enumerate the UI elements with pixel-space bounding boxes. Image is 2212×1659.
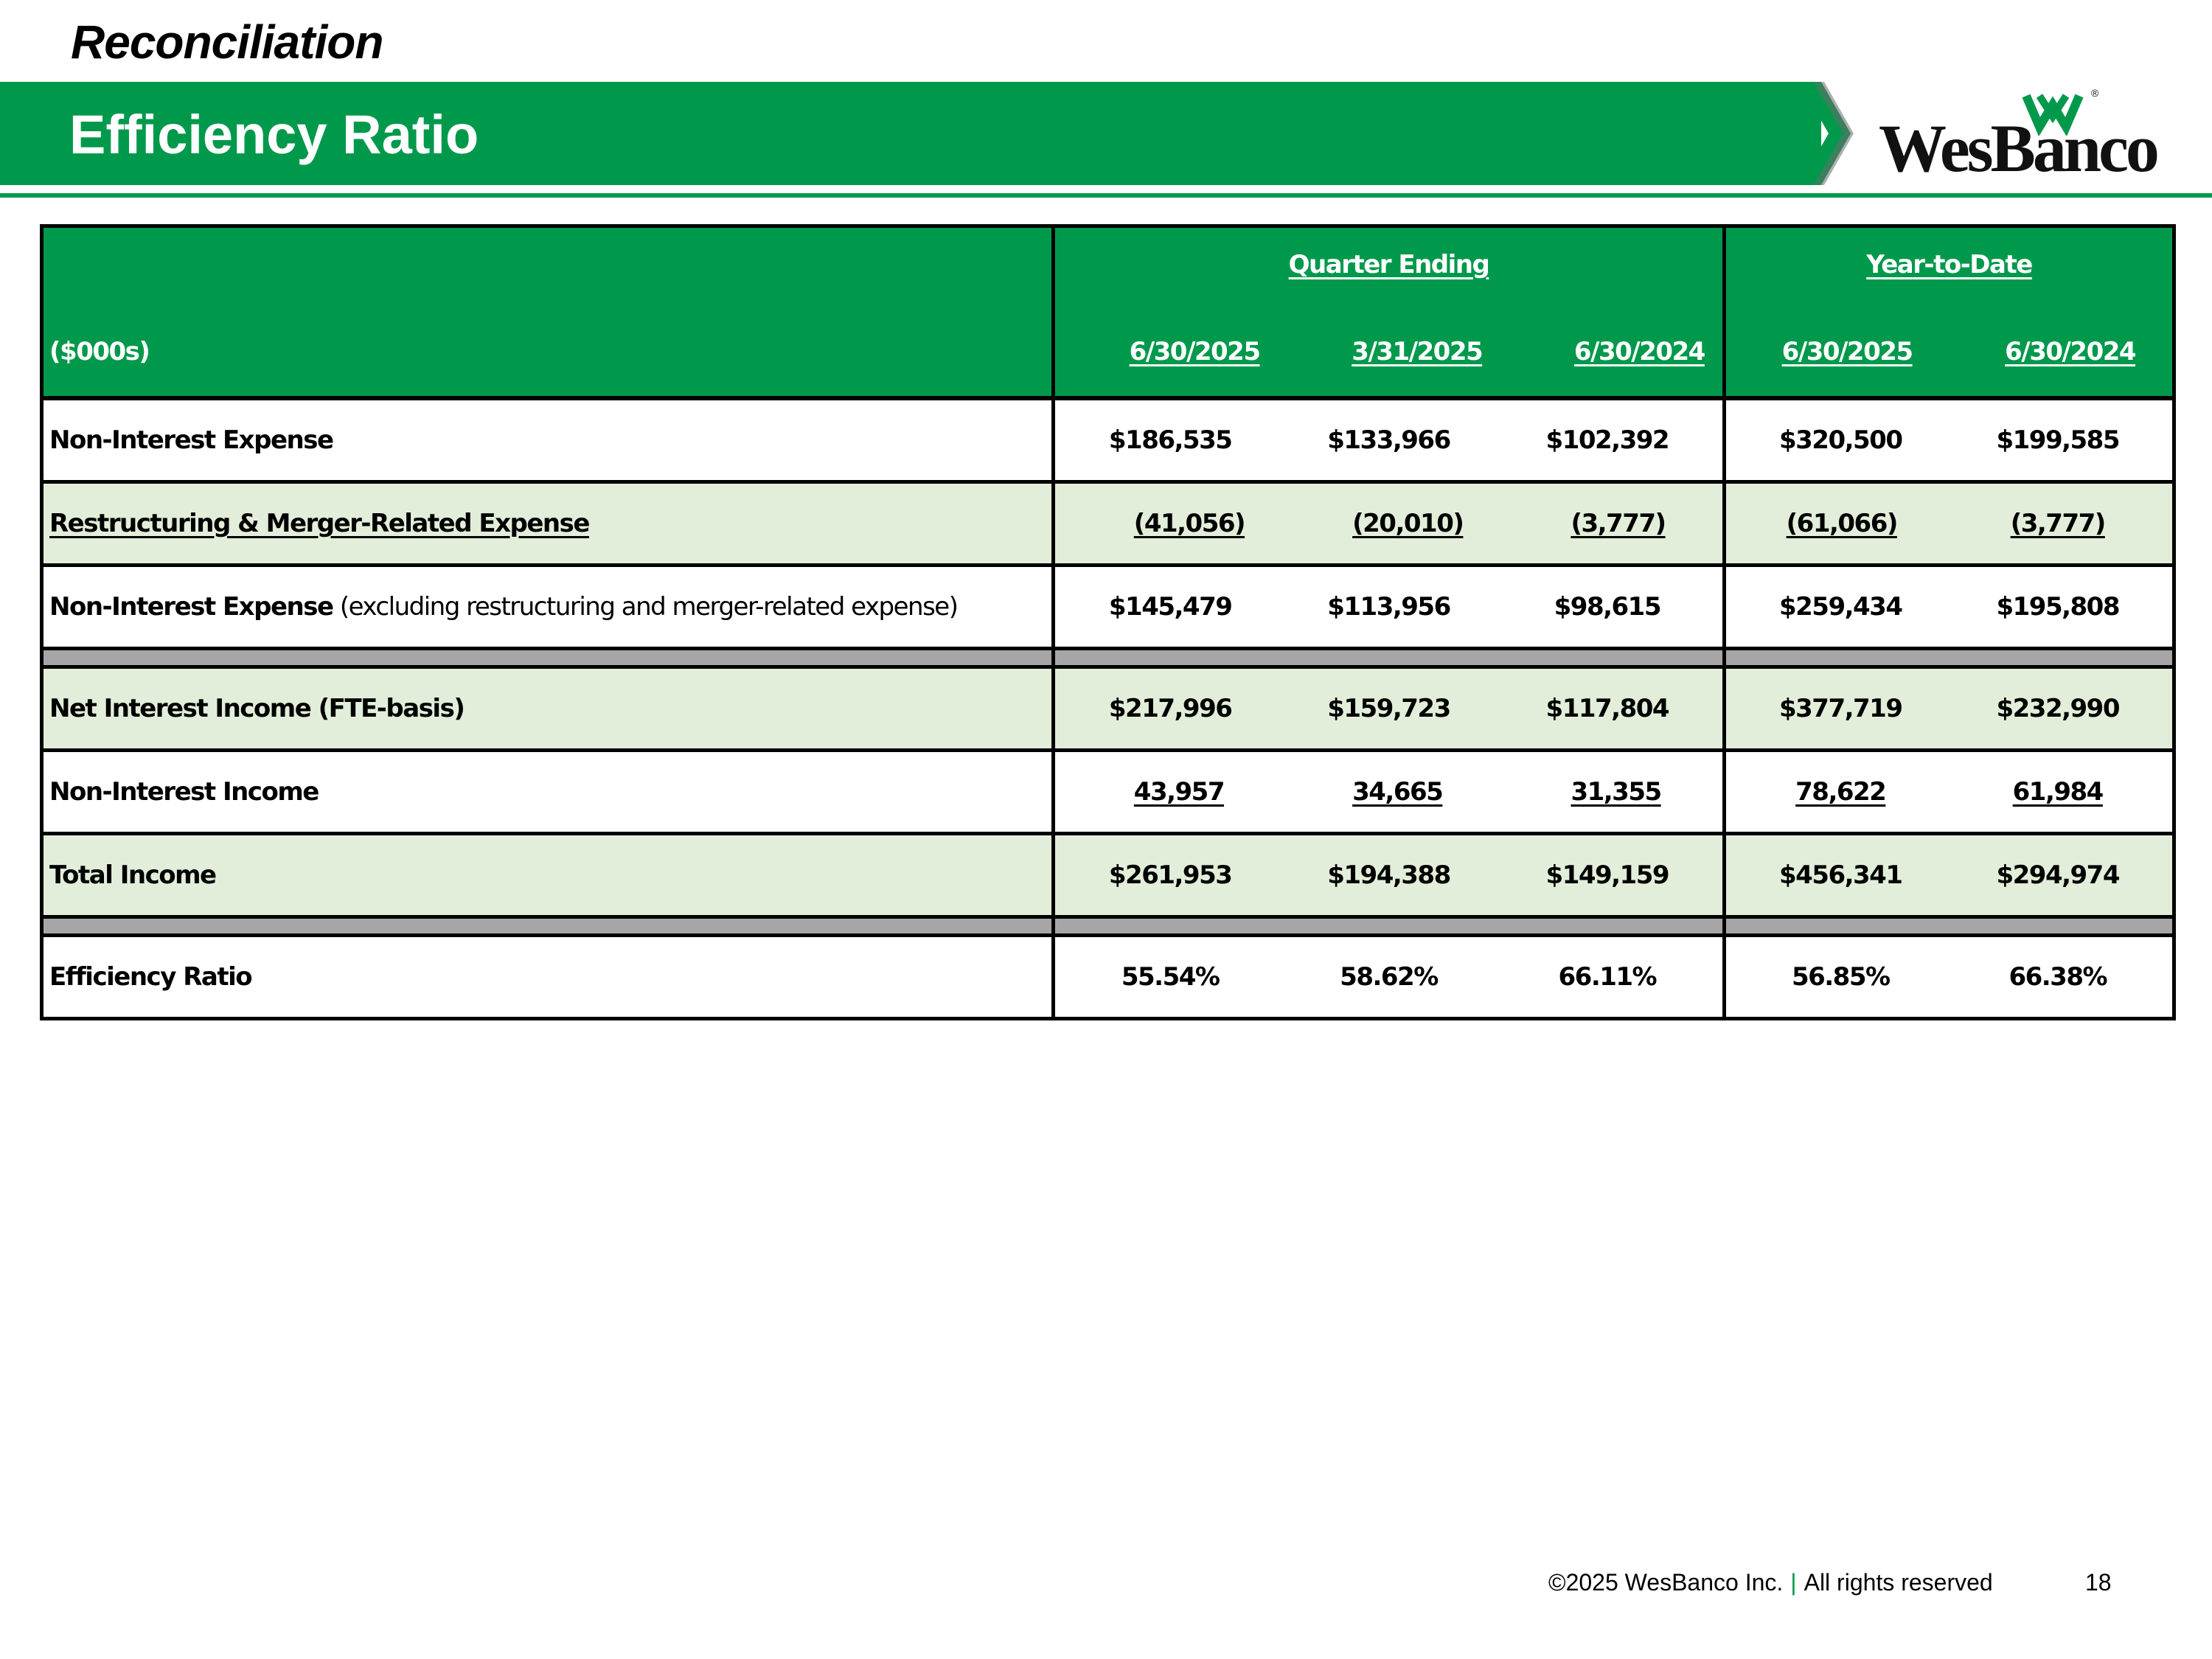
cell: $232,990: [1996, 694, 2120, 723]
ytd-date: 6/30/2025: [1781, 337, 1913, 366]
cell: 66.38%: [2008, 962, 2107, 992]
cell: $117,804: [1545, 694, 1669, 723]
cell: $259,434: [1778, 592, 1902, 622]
section-title: Reconciliation: [71, 15, 383, 69]
cell: $199,585: [1996, 425, 2120, 455]
cell: $159,723: [1327, 694, 1450, 723]
row-label-suffix: (excluding restructuring and merger-related expense): [333, 592, 958, 622]
cell: $98,615: [1554, 592, 1660, 622]
row-label: Efficiency Ratio: [49, 962, 252, 992]
cell: 56.85%: [1791, 962, 1890, 992]
cell: 66.11%: [1558, 962, 1657, 992]
cell: $294,974: [1996, 860, 2120, 890]
cell: $261,953: [1108, 860, 1232, 890]
quarter-header-cell: [1054, 226, 1725, 399]
footer-separator: |: [1790, 1569, 1797, 1596]
cell: $195,808: [1996, 592, 2120, 622]
row-label: Net Interest Income (FTE-basis): [49, 694, 465, 723]
cell: (41,056): [1133, 509, 1245, 538]
cell: (3,777): [2010, 509, 2105, 538]
cell: $194,388: [1327, 860, 1450, 890]
cell: $186,535: [1108, 425, 1232, 455]
cell: $377,719: [1778, 694, 1902, 723]
table-header-row: [42, 226, 2174, 399]
table-row-non-interest-expense: [42, 398, 2174, 482]
table-row-adjusted-non-interest-expense: [42, 566, 2174, 649]
row-label: Non-Interest Expense: [49, 425, 333, 455]
cell: (61,066): [1786, 509, 1897, 538]
footer-copyright: ©2025 WesBanco Inc.: [1548, 1569, 1784, 1596]
page-title: Efficiency Ratio: [69, 104, 479, 165]
cell: $113,956: [1327, 592, 1450, 622]
page-number: 18: [2085, 1569, 2112, 1596]
cell: 61,984: [2012, 777, 2103, 807]
quarter-date: 6/30/2025: [1129, 337, 1260, 366]
unit-header-cell: [42, 226, 1054, 399]
quarter-ending-label: Quarter Ending: [1288, 250, 1489, 279]
cell: $145,479: [1108, 592, 1232, 622]
table-row-restructuring: [42, 482, 2174, 566]
footer: [1548, 1569, 1993, 1596]
footer-rights: All rights reserved: [1804, 1569, 1993, 1596]
row-label: Total Income: [49, 860, 216, 890]
table-row-non-interest-income: [42, 751, 2174, 834]
cell: (20,010): [1352, 509, 1464, 538]
cell: $133,966: [1327, 425, 1450, 455]
quarter-date: 3/31/2025: [1352, 337, 1483, 366]
unit-label: ($000s): [49, 337, 150, 366]
row-label: Non-Interest Expense: [49, 592, 333, 622]
table-row-total-income: [42, 834, 2174, 917]
cell: $102,392: [1545, 425, 1669, 455]
cell: $320,500: [1778, 425, 1902, 455]
reconciliation-table: [40, 224, 2176, 1020]
header-rule: [0, 193, 2212, 198]
cell: $456,341: [1778, 860, 1902, 890]
separator-row: [42, 649, 2174, 667]
quarter-date: 6/30/2024: [1573, 337, 1705, 366]
cell: 43,957: [1133, 777, 1224, 807]
row-label: Non-Interest Income: [49, 777, 319, 807]
cell: $149,159: [1545, 860, 1669, 890]
year-to-date-label: Year-to-Date: [1866, 250, 2032, 279]
ytd-header-cell: [1725, 226, 2174, 399]
cell: 58.62%: [1340, 962, 1438, 992]
cell: 31,355: [1571, 777, 1661, 807]
cell: $217,996: [1108, 694, 1232, 723]
registered-mark: ®: [2091, 87, 2099, 99]
ytd-date: 6/30/2024: [2005, 337, 2136, 366]
banner-chevron-icon: [1799, 80, 1858, 190]
row-label: Restructuring & Merger-Related Expense: [49, 509, 589, 538]
wesbanco-logo-text: WesBanco: [1879, 111, 2157, 186]
table-row-net-interest-income: [42, 667, 2174, 751]
cell: 78,622: [1795, 777, 1886, 807]
cell: 55.54%: [1121, 962, 1220, 992]
cell: (3,777): [1571, 509, 1666, 538]
cell: 34,665: [1352, 777, 1443, 807]
separator-row: [42, 917, 2174, 936]
table-row-efficiency-ratio: [42, 936, 2174, 1019]
